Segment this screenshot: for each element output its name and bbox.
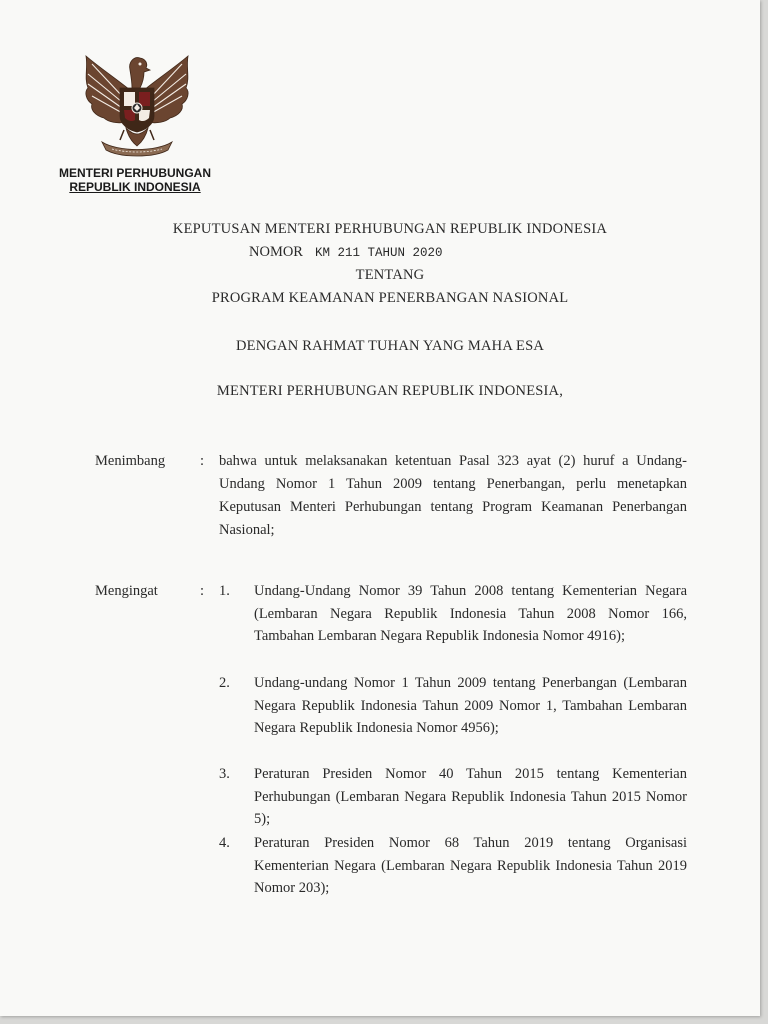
list-item-number: 4. [219,835,230,851]
menimbang-colon: : [200,453,205,469]
org-line-2: REPUBLIK INDONESIA [69,180,201,194]
garuda-emblem-icon [78,50,196,162]
list-item-number: 2. [219,675,230,691]
list-item: Peraturan Presiden Nomor 68 Tahun 2019 tentang Organisasi Kementerian Negara (Lembaran Negara Republik Indonesia Tahun 2019 Nomor 203); [254,835,687,897]
list-item: Peraturan Presiden Nomor 40 Tahun 2015 tentang Kementerian Perhubungan (Lembaran Negara Republik Indonesia Tahun 2015 Nomor 5); [254,766,687,828]
tentang-heading: TENTANG [355,267,425,283]
list-item: Undang-Undang Nomor 39 Tahun 2008 tentang Kementerian Negara (Lembaran Negara Republik Indonesia Tahun 2008 Nomor 166, Tambahan Lembaran Negara Republik Indonesia Nomor 4916); [254,583,687,645]
blessing-line: DENGAN RAHMAT TUHAN YANG MAHA ESA [235,338,545,354]
list-item-number: 3. [219,766,230,782]
minister-line: MENTERI PERHUBUNGAN REPUBLIK INDONESIA, [216,383,564,399]
list-item: Undang-undang Nomor 1 Tahun 2009 tentang Penerbangan (Lembaran Negara Republik Indonesia Tahun 2009 Nomor 1, Tambahan Lembaran Negara Republik Indonesia Nomor 4956); [254,675,687,737]
org-line-1: MENTERI PERHUBUNGAN [59,166,212,180]
nomor-label: NOMOR [249,244,303,260]
decree-subject: PROGRAM KEAMANAN PENERBANGAN NASIONAL [211,290,569,306]
menimbang-text: bahwa untuk melaksanakan ketentuan Pasal 323 ayat (2) huruf a Undang-Undang Nomor 1 Tahun 2009 tentang Penerbangan, perlu menetapkan Keputusan Menteri Perhubungan tentang Program Keamanan Penerbangan Nasional; [219,453,687,538]
issuing-authority [59,166,211,194]
mengingat-label: Mengingat [95,583,158,599]
decree-number [249,244,443,261]
mengingat-colon: : [200,583,205,599]
decree-title: KEPUTUSAN MENTERI PERHUBUNGAN REPUBLIK INDONESIA [172,221,608,237]
nomor-value: KM 211 TAHUN 2020 [314,246,443,260]
list-item-number: 1. [219,583,230,599]
menimbang-label: Menimbang [95,453,166,469]
